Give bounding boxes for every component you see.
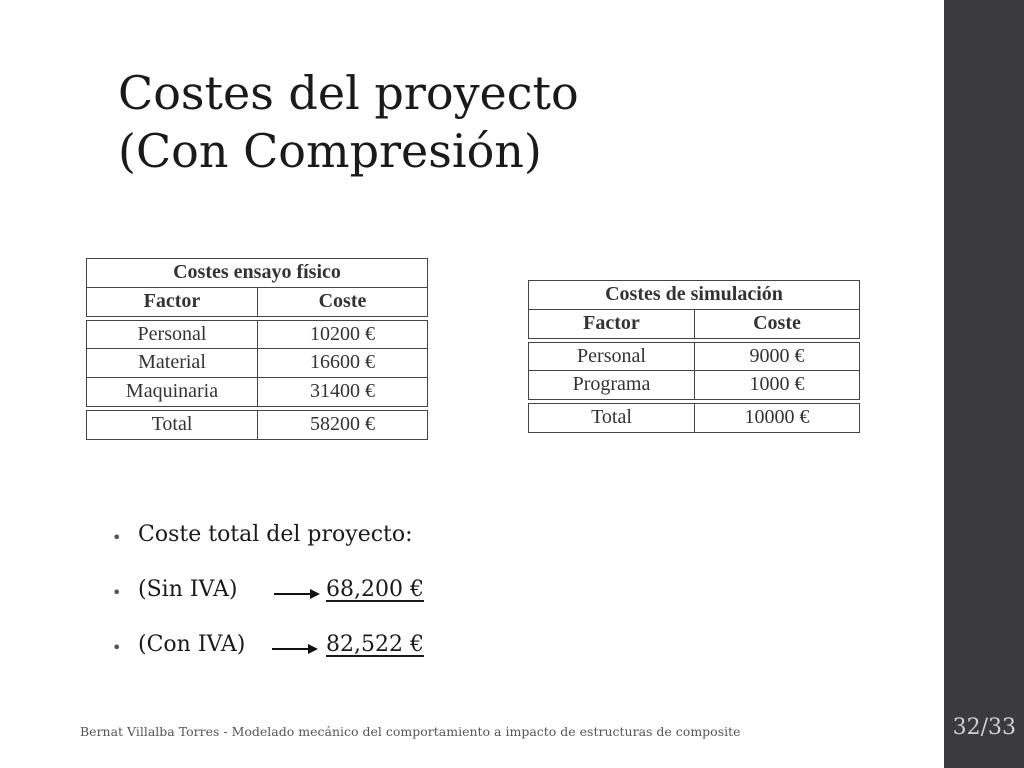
bullet-text: Coste total del proyecto: (138, 522, 413, 547)
total-cost: 10000 € (694, 404, 859, 432)
table-row (86, 377, 428, 407)
table-header-row (86, 287, 428, 317)
row-cost: 9000 € (694, 343, 859, 371)
page-number: 32/33 (952, 715, 1016, 740)
arrow-right-icon (272, 642, 318, 656)
bullet-text: (Sin IVA) (138, 577, 238, 602)
table-row (528, 370, 860, 400)
arrow-right-icon (274, 587, 320, 601)
slide-sidebar (944, 0, 1024, 768)
slide-footer: Bernat Villalba Torres - Modelado mecánico del comportamiento a impacto de estructuras de composite (80, 724, 741, 739)
bullet-icon: • (112, 583, 122, 602)
row-factor: Personal (137, 322, 207, 345)
table-caption: Costes ensayo físico (86, 258, 428, 288)
total-label: Total (591, 406, 632, 428)
bullet-icon: • (112, 638, 122, 657)
header-cost: Coste (694, 310, 859, 338)
table-row (86, 320, 428, 350)
bullet-text: (Con IVA) (138, 632, 246, 657)
table-row (86, 348, 428, 378)
bullet-icon: • (112, 528, 122, 547)
row-factor: Programa (572, 373, 651, 395)
table-total-row (86, 410, 428, 440)
title-line-2: (Con Compresión) (118, 124, 542, 178)
row-cost: 10200 € (257, 321, 427, 349)
simulation-costs-table (528, 280, 860, 433)
physical-costs-table (86, 258, 428, 440)
row-cost: 1000 € (694, 371, 859, 399)
row-factor: Personal (577, 344, 646, 367)
table-total-row (528, 403, 860, 433)
header-factor: Factor (583, 311, 640, 334)
table-caption: Costes de simulación (528, 280, 860, 310)
table-row (528, 342, 860, 372)
table-header-row (528, 309, 860, 339)
row-factor: Material (138, 351, 206, 373)
row-factor: Maquinaria (125, 379, 219, 402)
slide-title (118, 64, 579, 180)
total-label: Total (151, 412, 193, 435)
header-cost: Coste (257, 288, 427, 316)
row-cost: 16600 € (257, 349, 427, 377)
amount-with-vat: 82,522 € (326, 632, 424, 657)
row-cost: 31400 € (257, 378, 427, 406)
total-cost: 58200 € (257, 411, 427, 439)
title-line-1: Costes del proyecto (118, 66, 579, 120)
amount-without-vat: 68,200 € (326, 577, 424, 602)
header-factor: Factor (143, 289, 201, 312)
